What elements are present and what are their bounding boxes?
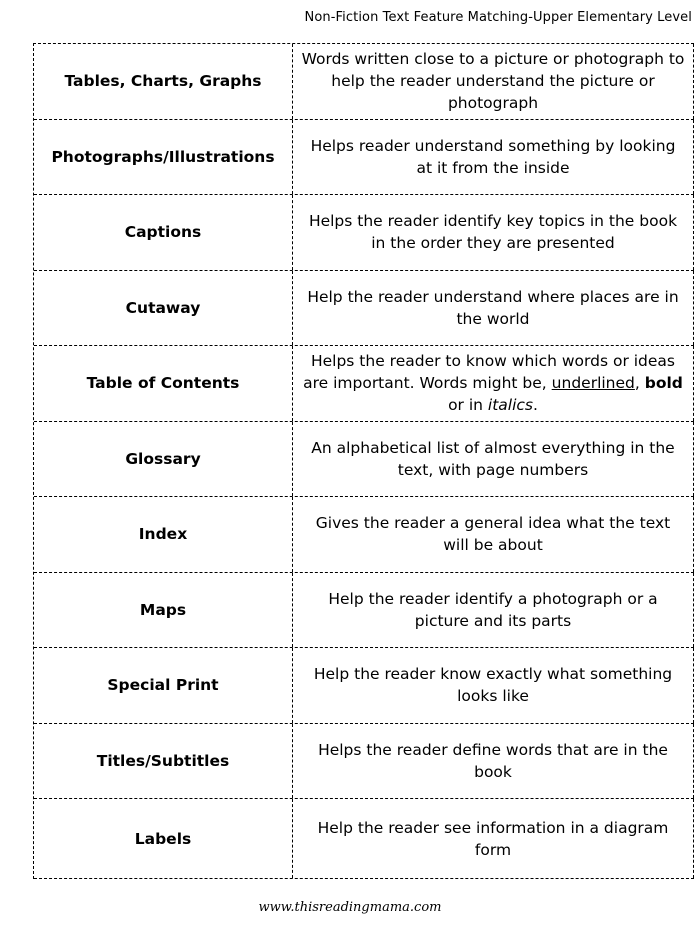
definition-cell: Help the reader understand where places are in the world	[293, 271, 694, 346]
definition-cell: Helps the reader identify key topics in the book in the order they are presented	[293, 195, 694, 270]
bold-example: bold	[644, 374, 683, 393]
page-title: Non-Fiction Text Feature Matching-Upper Elementary Level	[304, 10, 692, 25]
definition-cell: Words written close to a picture or photograph to help the reader understand the picture or photograph	[293, 44, 694, 119]
footer-url: www.thisreadingmama.com	[258, 900, 442, 915]
term-cell: Cutaway	[34, 271, 293, 346]
table-row	[34, 195, 694, 271]
table-row	[34, 799, 694, 879]
underlined-example: underlined	[551, 374, 635, 393]
definition-cell: Gives the reader a general idea what the text will be about	[293, 497, 694, 572]
definition-cell	[293, 346, 694, 421]
definition-cell: Help the reader know exactly what something looks like	[293, 648, 694, 723]
definition-cell: Helps the reader define words that are in the book	[293, 724, 694, 799]
term-cell: Table of Contents	[34, 346, 293, 421]
table-row	[34, 497, 694, 573]
table-row	[34, 271, 694, 347]
table-row	[34, 573, 694, 649]
table-row	[34, 120, 694, 196]
definition-cell: Helps reader understand something by looking at it from the inside	[293, 120, 694, 195]
term-cell: Captions	[34, 195, 293, 270]
definition-text	[301, 350, 685, 416]
definition-sep: or in	[448, 396, 488, 415]
definition-cell: An alphabetical list of almost everything in the text, with page numbers	[293, 422, 694, 497]
table-row	[34, 44, 694, 120]
term-cell: Special Print	[34, 648, 293, 723]
term-cell: Titles/Subtitles	[34, 724, 293, 799]
definition-sep: ,	[634, 374, 645, 393]
term-cell: Labels	[34, 799, 293, 878]
term-cell: Glossary	[34, 422, 293, 497]
definition-cell: Help the reader see information in a diagram form	[293, 799, 694, 878]
table-row	[34, 422, 694, 498]
table-row	[34, 346, 694, 422]
term-cell: Photographs/Illustrations	[34, 120, 293, 195]
term-cell: Index	[34, 497, 293, 572]
term-cell: Maps	[34, 573, 293, 648]
table-row	[34, 724, 694, 800]
definition-cell: Help the reader identify a photograph or a picture and its parts	[293, 573, 694, 648]
italic-example: italics	[487, 396, 533, 415]
definition-end: .	[533, 396, 538, 415]
definition-intro: Helps the reader to know which words or ideas are important. Words might be,	[303, 352, 676, 393]
term-cell: Tables, Charts, Graphs	[34, 44, 293, 119]
matching-table	[33, 43, 694, 879]
table-row	[34, 648, 694, 724]
